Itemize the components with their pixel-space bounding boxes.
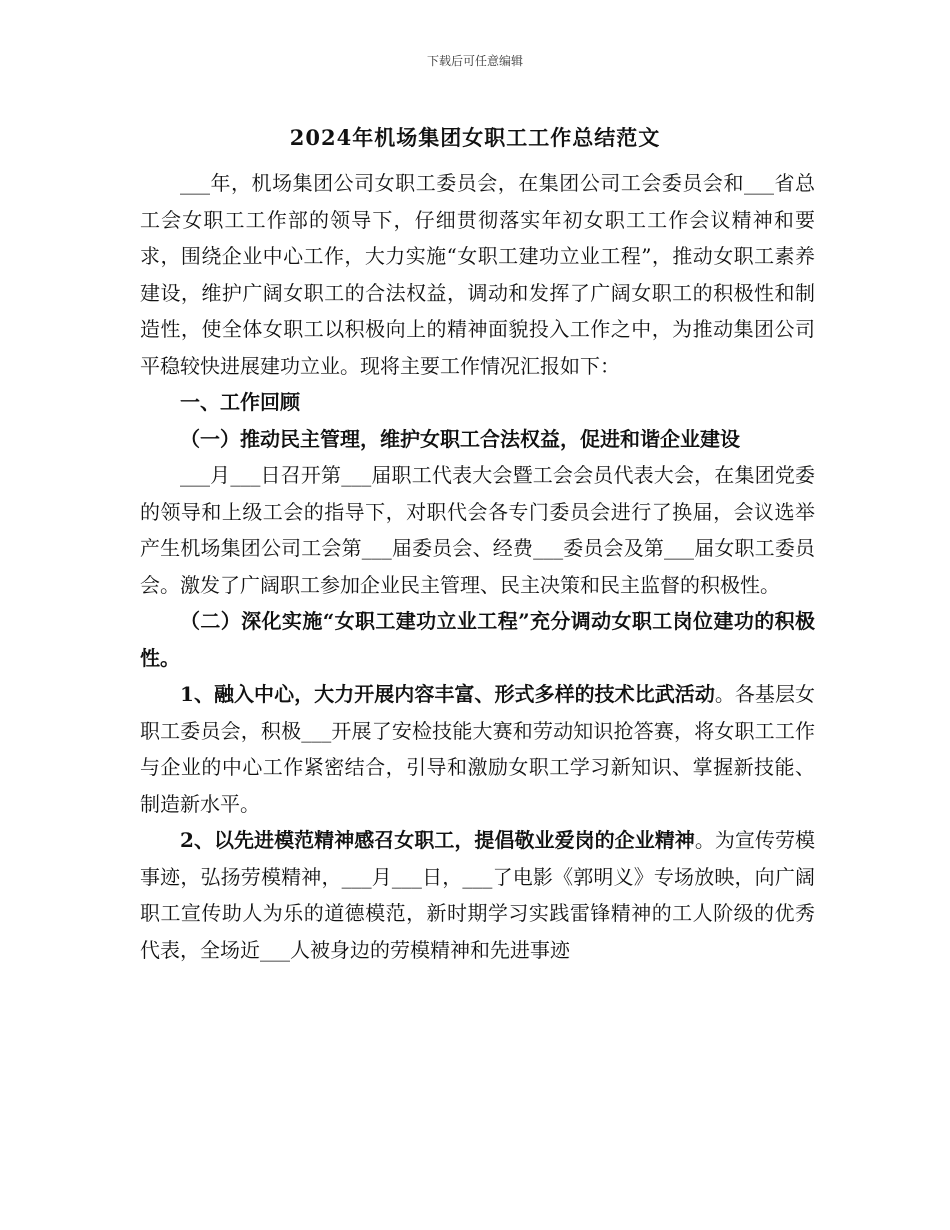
section-heading-review: 一、工作回顾 — [180, 390, 300, 414]
item-2-paragraph — [140, 822, 815, 968]
page-header-note: 下载后可任意编辑 — [426, 54, 523, 68]
item-1-lead: 1、融入中心，大力开展内容丰富、形式多样的技术比武活动 — [180, 682, 715, 706]
item-2-lead: 2、以先进模范精神感召女职工，提倡敬业爱岗的企业精神 — [180, 828, 695, 852]
item-1-body: 。各基层女职工委员会，积极___开展了安检技能大赛和劳动知识抢答赛，将女职工工作与企业的中心工作紧密结合，引导和激励女职工学习新知识、掌握新技能、制造新水平。 — [140, 682, 815, 816]
item-1-paragraph — [140, 676, 815, 822]
document-body — [140, 165, 815, 968]
document-title: 2024年机场集团女职工工作总结范文 — [289, 125, 661, 150]
item-2-body: 。为宣传劳模事迹，弘扬劳模精神，___月___日，___了电影《郭明义》专场放映，向广阔职工宣传助人为乐的道德模范，新时期学习实践雷锋精神的工人阶级的优秀代表，全场近___人被身边的劳模精神和先进事迹 — [140, 828, 816, 962]
subsection-heading-2: （二）深化实施“女职工建功立业工程”充分调动女职工岗位建功的积极性。 — [140, 609, 815, 670]
subsection-1-paragraph: ___月___日召开第___届职工代表大会暨工会会员代表大会，在集团党委的领导和上级工会的指导下，对职代会各专门委员会进行了换届，会议选举产生机场集团公司工会第___届委员会、经费___委员会及第___届女职工委员会。激发了广阔职工参加企业民主管理、民主决策和民主监督的积极性。 — [140, 463, 815, 597]
intro-paragraph: ___年，机场集团公司女职工委员会，在集团公司工会委员会和___省总工会女职工工作部的领导下，仔细贯彻落实年初女职工工作会议精神和要求，围绕企业中心工作，大力实施“女职工建功立业工程”，推动女职工素养建设，维护广阔女职工的合法权益，调动和发挥了广阔女职工的积极性和制造性，使全体女职工以积极向上的精神面貌投入工作之中，为推动集团公司平稳较快进展建功立业。现将主要工作情况汇报如下： — [140, 171, 815, 378]
subsection-heading-1: （一）推动民主管理，维护女职工合法权益，促进和谐企业建设 — [180, 426, 740, 451]
